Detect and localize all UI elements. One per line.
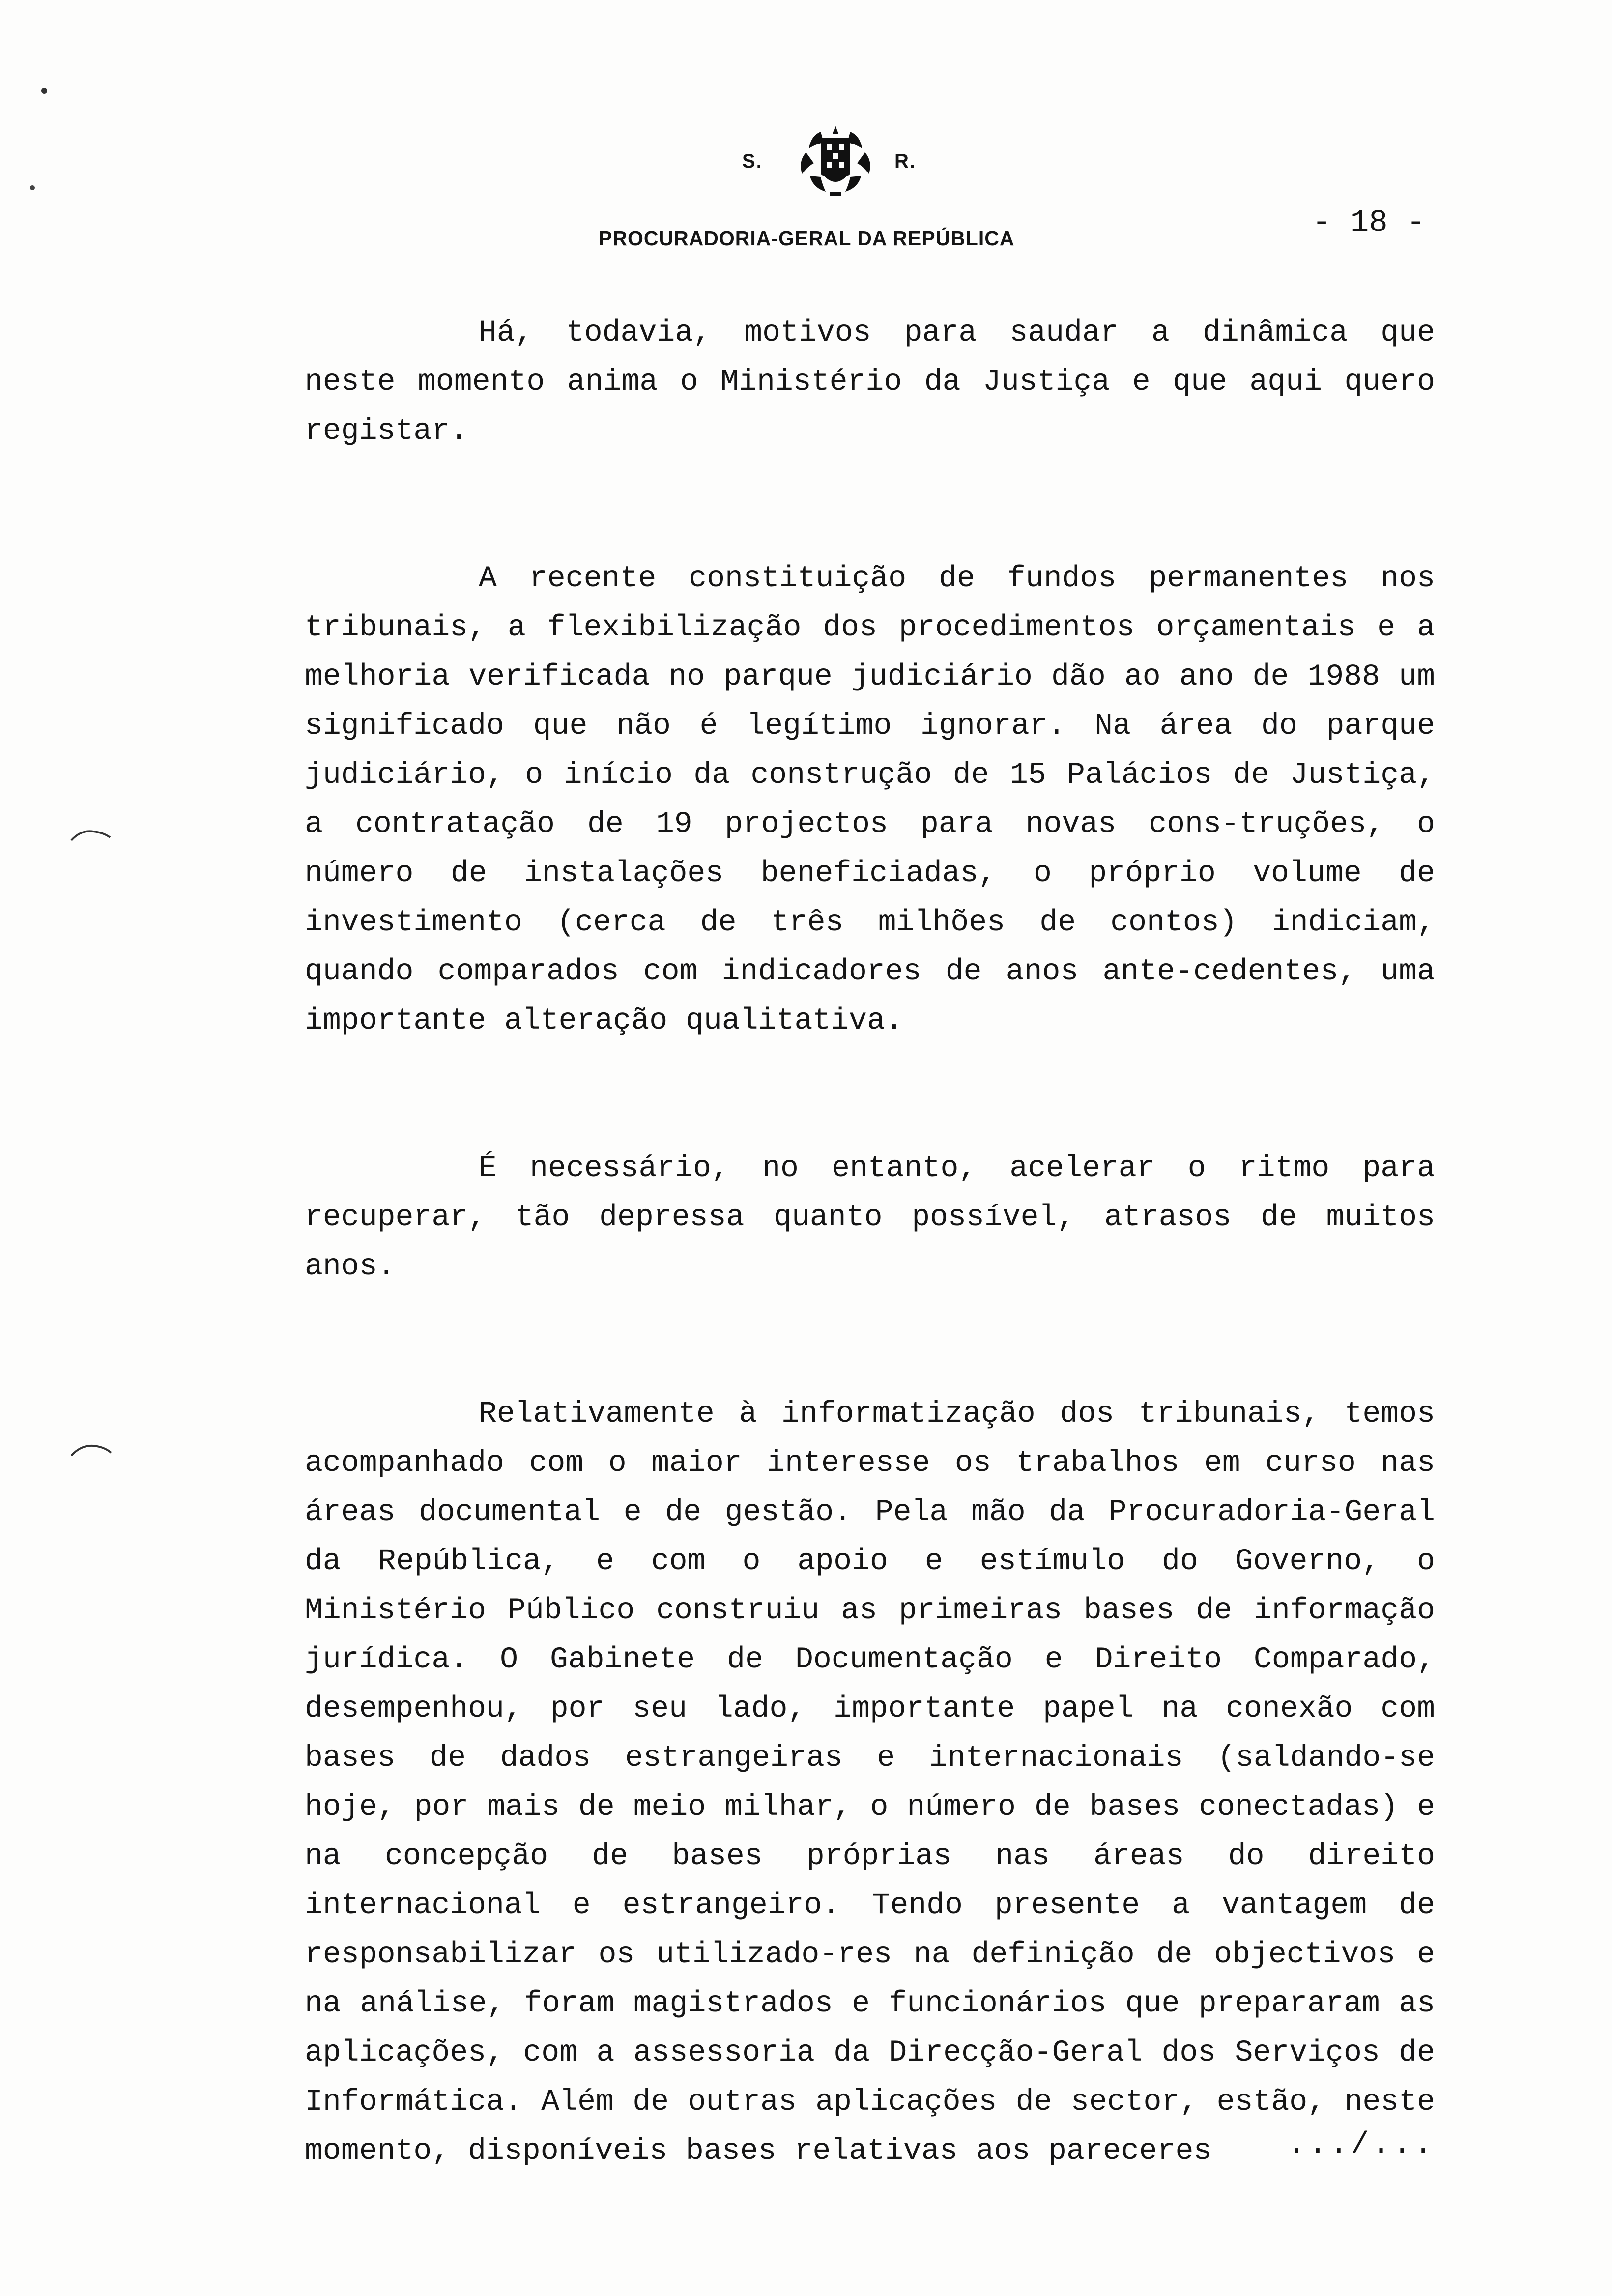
seal-letter-left: S. [742, 150, 763, 172]
paragraph: Relativamente à informatização dos tribunais, temos acompanhado com o maior interesse os trabalhos em curso nas áreas documental e de gestão. Pela mão da Procuradoria-Geral da República, e com o apoio e estímulo do Governo, o Ministério Público construiu as primeiras bases de informação jurídica. O Gabinete de Documentação e Direito Comparado, desempenhou, por seu lado, importante papel na conexão com bases de dados estrangeiras e internacionais (saldando-se hoje, por mais de meio milhar, o número de bases conectadas) e na concepção de bases próprias nas áreas do direito internacional e estrangeiro. Tendo presente a vantagem de responsabilizar os utilizado-res na definição de objectivos e na análise, foram magistrados e funcionários que prepararam as aplicações, com a assessoria da Direcção-Geral dos Serviços de Informática. Além de outras aplicações de sector, estão, neste momento, disponíveis bases relativas aos pareceres [305, 1397, 1435, 2168]
coat-of-arms-icon [791, 123, 880, 197]
paragraph: É necessário, no entanto, acelerar o ritmo para recuperar, tão depressa quanto possível, atrasos de muitos anos. [305, 1151, 1435, 1284]
institution-name: PROCURADORIA-GERAL DA REPÚBLICA [599, 227, 1015, 250]
scan-speck-second [28, 183, 37, 193]
document-body [305, 309, 1435, 2176]
hole-punch-mark-upper [69, 826, 113, 845]
continuation-mark: .../... [1288, 2128, 1436, 2162]
scan-speck-top [39, 86, 49, 96]
header-seal [727, 123, 944, 197]
paragraph: A recente constituição de fundos permanentes nos tribunais, a flexibilização dos procedimentos orçamentais e a melhoria verificada no parque judiciário dão ao ano de 1988 um significado que não é legítimo ignorar. Na área do parque judiciário, o início da construção de 15 Palácios de Justiça, a contratação de 19 projectos para novas cons-truções, o número de instalações beneficiadas, o próprio volume de investimento (cerca de três milhões de contos) indiciam, quando comparados com indicadores de anos ante-cedentes, uma importante alteração qualitativa. [305, 562, 1435, 1038]
seal-letter-right: R. [894, 150, 916, 172]
hole-punch-mark-lower [69, 1440, 113, 1460]
page-number: - 18 - [1312, 205, 1426, 241]
paragraph: Há, todavia, motivos para saudar a dinâmica que neste momento anima o Ministério da Justiça e que aqui quero registar. [305, 316, 1435, 448]
